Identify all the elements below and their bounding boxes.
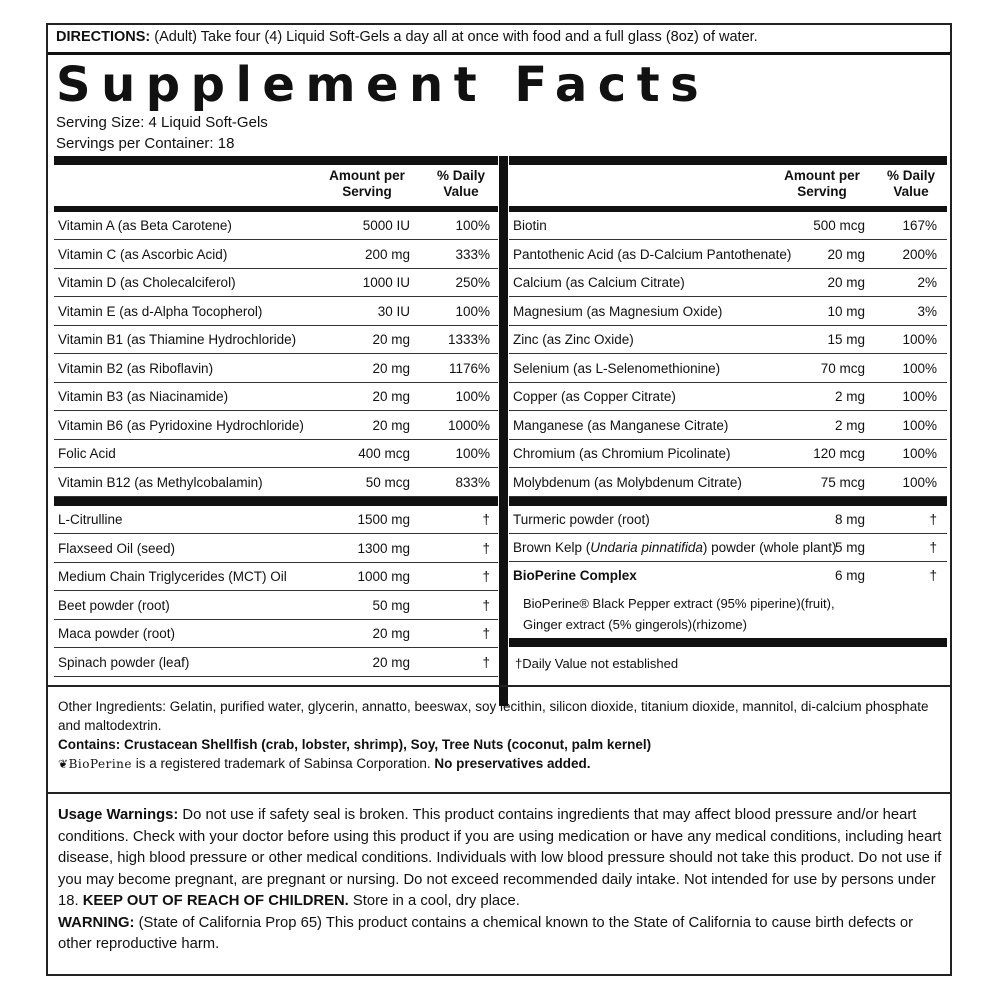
nutrient-amount: 15 mg — [827, 332, 865, 347]
right-panel — [509, 156, 947, 680]
table-row — [54, 620, 498, 648]
table-row — [509, 440, 947, 468]
dv-header: % Daily Value — [886, 168, 936, 199]
nutrient-name: L-Citrulline — [58, 512, 123, 527]
page-title: Supplement Facts — [56, 57, 710, 113]
daily-value: 100% — [902, 332, 937, 347]
nutrient-name: Copper (as Copper Citrate) — [513, 389, 676, 404]
bioperine-detail-1: BioPerine® Black Pepper extract (95% piperine)(fruit), — [523, 596, 835, 611]
daily-value: 100% — [902, 446, 937, 461]
nutrient-name: Maca powder (root) — [58, 626, 176, 641]
table-row — [54, 241, 498, 269]
nutrient-name: Spinach powder (leaf) — [58, 654, 190, 670]
daily-value: 100% — [902, 360, 937, 376]
table-row — [54, 469, 498, 497]
usage-warnings: Usage Warnings: Do not use if safety seal is broken. This product contains ingredients that may affect blood pressure and/or heart conditions. Check with your doctor before using this product if you are using medication or have any medical conditions, including heart disease, high blood pressure or other medical conditions. Individuals with low blood pressure should not take this product. Do not use if you may become pregnant, are pregnant or nursing. Do not exceed recommended daily intake. Not intended for use by persons under 18. KEEP OUT OF REACH OF CHILDREN. Store in a cool, dry place. WARNING: (State of California Prop 65) This product contains a chemical known to the State of California to cause birth defects or other reproductive harm. — [58, 805, 943, 956]
table-row — [509, 469, 947, 497]
nutrient-name: Vitamin E (as d-Alpha Tocopherol) — [58, 303, 263, 319]
daily-value: † — [482, 626, 490, 641]
prop65-warning: WARNING: (State of California Prop 65) This product contains a chemical known to the State of California to cause birth defects or other reproductive harm. — [58, 914, 914, 952]
left-panel — [54, 156, 498, 680]
nutrient-name: Calcium (as Calcium Citrate) — [513, 275, 685, 290]
table-row — [509, 326, 947, 354]
table-row — [54, 212, 498, 240]
daily-value: 100% — [902, 389, 937, 404]
nutrient-name: Molybdenum (as Molybdenum Citrate) — [513, 474, 742, 490]
daily-value: 3% — [917, 303, 937, 319]
leaf-icon: ❦ — [58, 757, 69, 771]
footnote: †Daily Value not established — [515, 656, 679, 671]
nutrient-name: Vitamin B3 (as Niacinamide) — [58, 389, 229, 404]
nutrient-amount: 20 mg — [372, 332, 410, 347]
daily-value: 100% — [902, 474, 937, 490]
kelp-row: Brown Kelp (Undaria pinnatifida) powder (whole plant) 5 mg † — [509, 534, 947, 562]
daily-value: 167% — [902, 218, 937, 233]
table-row — [54, 649, 498, 677]
nutrient-name: Flaxseed Oil (seed) — [58, 540, 176, 556]
table-row — [54, 563, 498, 591]
panel-divider — [499, 156, 508, 706]
nutrient-amount: 5000 IU — [362, 218, 410, 233]
warnings-rule — [48, 792, 950, 794]
daily-value: 200% — [902, 246, 937, 262]
dv-header: % Daily Value — [436, 168, 486, 199]
table-row — [54, 506, 498, 534]
amount-header: Amount per Serving — [784, 168, 860, 199]
daily-value: 833% — [455, 474, 490, 490]
daily-value: † — [482, 597, 490, 613]
bioperine-logo: ❦BioPerine — [58, 757, 132, 771]
right-header-bar — [509, 156, 947, 165]
nutrient-amount: 2 mg — [834, 417, 865, 433]
daily-value: 100% — [455, 303, 490, 319]
nutrient-amount: 30 IU — [377, 303, 410, 319]
table-row — [54, 298, 498, 326]
daily-value: 100% — [455, 446, 490, 461]
supplement-label — [46, 23, 952, 976]
daily-value: 100% — [902, 417, 937, 433]
nutrient-amount: 1500 mg — [357, 512, 410, 527]
table-row — [509, 269, 947, 297]
table-row — [54, 355, 498, 383]
table-row — [54, 269, 498, 297]
directions-rule — [48, 52, 950, 55]
nutrient-name: Vitamin B1 (as Thiamine Hydrochloride) — [58, 332, 297, 347]
nutrient-amount: 70 mcg — [820, 360, 865, 376]
nutrient-name: Biotin — [513, 218, 547, 233]
nutrient-amount: 50 mg — [372, 597, 410, 613]
table-row — [509, 355, 947, 383]
daily-value: † — [482, 654, 490, 670]
nutrient-amount: 200 mg — [364, 246, 410, 262]
nutrient-name: Zinc (as Zinc Oxide) — [513, 332, 634, 347]
table-row — [509, 298, 947, 326]
right-mid-bar — [509, 497, 947, 506]
nutrient-amount: 2 mg — [834, 389, 865, 404]
directions: DIRECTIONS: (Adult) Take four (4) Liquid Soft-Gels a day all at once with food and a full glass (8oz) of water. — [56, 29, 758, 45]
nutrient-name: Beet powder (root) — [58, 597, 170, 613]
nutrient-amount: 120 mcg — [813, 446, 865, 461]
serving-size: Serving Size: 4 Liquid Soft-Gels — [56, 114, 268, 131]
nutrient-name: Pantothenic Acid (as D-Calcium Pantothenate) — [513, 246, 792, 262]
nutrient-name: Vitamin B6 (as Pyridoxine Hydrochloride) — [58, 417, 304, 433]
daily-value: 100% — [455, 218, 490, 233]
nutrient-name: Magnesium (as Magnesium Oxide) — [513, 303, 723, 319]
trademark: ❦BioPerine is a registered trademark of Sabinsa Corporation. No preservatives added. — [58, 756, 591, 771]
nutrient-amount: 1000 mg — [357, 569, 410, 584]
daily-value: † — [482, 540, 490, 556]
nutrient-name: Folic Acid — [58, 446, 116, 461]
daily-value: † — [929, 512, 937, 527]
table-row — [509, 383, 947, 411]
daily-value: 2% — [917, 275, 937, 290]
nutrient-name: Vitamin C (as Ascorbic Acid) — [58, 246, 228, 262]
nutrient-amount: 500 mcg — [813, 218, 865, 233]
nutrient-amount: 20 mg — [827, 275, 865, 290]
daily-value: † — [482, 512, 490, 527]
servings-per-container: Servings per Container: 18 — [56, 135, 235, 152]
amount-header: Amount per Serving — [329, 168, 405, 199]
nutrient-amount: 1000 IU — [362, 275, 410, 290]
nutrient-name: Vitamin B12 (as Methylcobalamin) — [58, 474, 263, 490]
nutrient-amount: 20 mg — [372, 654, 410, 670]
nutrient-name: Turmeric powder (root) — [513, 512, 650, 527]
bioperine-row: BioPerine Complex 6 mg † — [513, 568, 937, 583]
nutrient-amount: 20 mg — [372, 417, 410, 433]
nutrient-name: Chromium (as Chromium Picolinate) — [513, 446, 731, 461]
table-row — [509, 412, 947, 440]
contains: Contains: Crustacean Shellfish (crab, lobster, shrimp), Soy, Tree Nuts (coconut, palm kernel) — [58, 737, 652, 752]
daily-value: 1333% — [447, 332, 490, 347]
nutrient-amount: 20 mg — [372, 389, 410, 404]
table-row — [54, 383, 498, 411]
nutrient-amount: 20 mg — [827, 246, 865, 262]
daily-value: 100% — [455, 389, 490, 404]
nutrient-name: Vitamin A (as Beta Carotene) — [58, 218, 232, 233]
ingredients-rule — [48, 685, 950, 687]
table-row — [54, 440, 498, 468]
right-footer-bar — [509, 638, 947, 647]
left-mid-bar — [54, 497, 498, 506]
nutrient-amount: 1300 mg — [357, 540, 410, 556]
nutrient-amount: 8 mg — [834, 512, 865, 527]
nutrient-amount: 400 mcg — [358, 446, 410, 461]
nutrient-amount: 50 mcg — [365, 474, 410, 490]
nutrient-name: Vitamin D (as Cholecalciferol) — [58, 275, 236, 290]
table-row — [54, 535, 498, 563]
daily-value: 1000% — [447, 417, 490, 433]
nutrient-name: Vitamin B2 (as Riboflavin) — [58, 360, 214, 376]
table-row — [509, 212, 947, 240]
nutrient-name: Manganese (as Manganese Citrate) — [513, 417, 729, 433]
left-header-bar — [54, 156, 498, 165]
nutrient-amount: 20 mg — [372, 360, 410, 376]
nutrient-amount: 10 mg — [827, 303, 865, 319]
nutrient-amount: 20 mg — [372, 626, 410, 641]
table-row — [509, 506, 947, 534]
daily-value: 1176% — [448, 360, 490, 376]
daily-value: 333% — [455, 246, 490, 262]
nutrient-amount: 75 mcg — [820, 474, 865, 490]
daily-value: † — [482, 569, 490, 584]
other-ingredients: Other Ingredients: Gelatin, purified water, glycerin, annatto, beeswax, soy lecithin, silicon dioxide, titanium dioxide, mannitol, di-calcium phosphate and maltodextrin. Contains: Crustacean Shellfish (crab, lobster, shrimp), Soy, Tree Nuts (coconut, palm kernel) ❦BioPerine is a registered trademark of Sabinsa Corporation. No preservatives added. — [58, 697, 938, 774]
nutrient-name: Medium Chain Triglycerides (MCT) Oil — [58, 569, 287, 584]
table-row — [54, 592, 498, 620]
nutrient-name: Selenium (as L-Selenomethionine) — [513, 360, 721, 376]
table-row — [54, 326, 498, 354]
bioperine-detail-2: Ginger extract (5% gingerols)(rhizome) — [523, 617, 747, 632]
table-row — [509, 241, 947, 269]
daily-value: 250% — [455, 275, 490, 290]
table-row — [54, 412, 498, 440]
